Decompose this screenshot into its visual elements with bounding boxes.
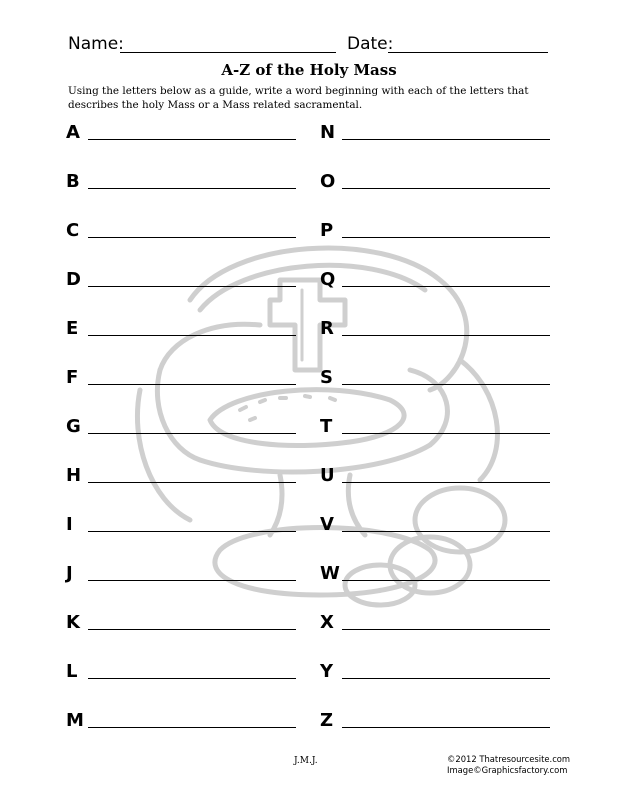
letter-row [320, 171, 570, 220]
letter-row [66, 563, 316, 612]
answer-line[interactable] [88, 482, 296, 483]
letter-row [320, 122, 570, 171]
answer-line[interactable] [88, 384, 296, 385]
letter-label: I [66, 514, 73, 535]
letter-label: S [320, 367, 333, 388]
name-label: Name: [68, 34, 124, 54]
letter-label: H [66, 465, 82, 486]
copyright-text: ©2012 Thatresourcesite.com [447, 754, 571, 764]
answer-line[interactable] [342, 580, 550, 581]
letter-row [66, 122, 316, 171]
name-field[interactable] [120, 52, 336, 53]
letter-row [66, 612, 316, 661]
letter-row [320, 367, 570, 416]
letter-label: Y [320, 661, 334, 682]
answer-line[interactable] [342, 384, 550, 385]
letter-row [320, 318, 570, 367]
answer-line[interactable] [88, 139, 296, 140]
letter-row [320, 220, 570, 269]
answer-line[interactable] [342, 727, 550, 728]
letter-label: N [320, 122, 336, 143]
letter-label: X [320, 612, 334, 633]
letter-label: J [66, 563, 73, 584]
answer-line[interactable] [342, 678, 550, 679]
letter-label: D [66, 269, 81, 290]
letter-label: B [66, 171, 80, 192]
answer-line[interactable] [88, 286, 296, 287]
letter-label: O [320, 171, 336, 192]
footer-jmj: J.M.J. [294, 756, 318, 766]
letter-label: C [66, 220, 80, 241]
answer-line[interactable] [342, 629, 550, 630]
letter-row [320, 563, 570, 612]
answer-line[interactable] [342, 482, 550, 483]
answer-line[interactable] [88, 531, 296, 532]
letter-label: Q [320, 269, 336, 290]
footer-credits [447, 754, 570, 776]
letter-row [320, 661, 570, 710]
instructions-text: Using the letters below as a guide, write a word beginning with each of the letters that describes the holy Mass or a Mass related sacramental. [68, 85, 529, 111]
letter-label: A [66, 122, 80, 143]
answer-line[interactable] [88, 335, 296, 336]
letter-label: K [66, 612, 80, 633]
letter-label: F [66, 367, 79, 388]
answer-line[interactable] [88, 629, 296, 630]
letter-label: G [66, 416, 81, 437]
date-field[interactable] [388, 52, 548, 53]
letter-label: Z [320, 710, 334, 731]
letter-label: V [320, 514, 334, 535]
answer-line[interactable] [88, 580, 296, 581]
letters-right-column [320, 122, 570, 759]
answer-line[interactable] [88, 188, 296, 189]
letter-row [66, 661, 316, 710]
letter-row [66, 514, 316, 563]
answer-line[interactable] [342, 286, 550, 287]
answer-line[interactable] [342, 531, 550, 532]
answer-line[interactable] [342, 237, 550, 238]
letter-label: L [66, 661, 78, 682]
answer-line[interactable] [342, 433, 550, 434]
letter-row [66, 171, 316, 220]
date-label: Date: [347, 34, 394, 54]
letter-row [320, 514, 570, 563]
letter-row [320, 465, 570, 514]
letter-label: M [66, 710, 84, 731]
letter-label: U [320, 465, 335, 486]
letter-row [66, 269, 316, 318]
letter-row [320, 710, 570, 759]
answer-line[interactable] [88, 678, 296, 679]
letter-row [66, 220, 316, 269]
letter-row [320, 416, 570, 465]
letter-label: W [320, 563, 340, 584]
student-info-header [68, 34, 558, 58]
letter-row [66, 367, 316, 416]
answer-line[interactable] [88, 727, 296, 728]
letter-row [320, 269, 570, 318]
page-title: A-Z of the Holy Mass [221, 61, 397, 79]
answer-line[interactable] [342, 335, 550, 336]
letter-label: R [320, 318, 334, 339]
answer-line[interactable] [342, 139, 550, 140]
letter-row [66, 465, 316, 514]
letters-left-column [66, 122, 316, 759]
letter-label: E [66, 318, 79, 339]
answer-line[interactable] [88, 237, 296, 238]
letter-row [320, 612, 570, 661]
image-credit-text: Image©Graphicsfactory.com [447, 765, 568, 775]
letter-row [66, 318, 316, 367]
letter-label: T [320, 416, 333, 437]
letter-label: P [320, 220, 334, 241]
letter-row [66, 710, 316, 759]
answer-line[interactable] [88, 433, 296, 434]
answer-line[interactable] [342, 188, 550, 189]
letter-row [66, 416, 316, 465]
